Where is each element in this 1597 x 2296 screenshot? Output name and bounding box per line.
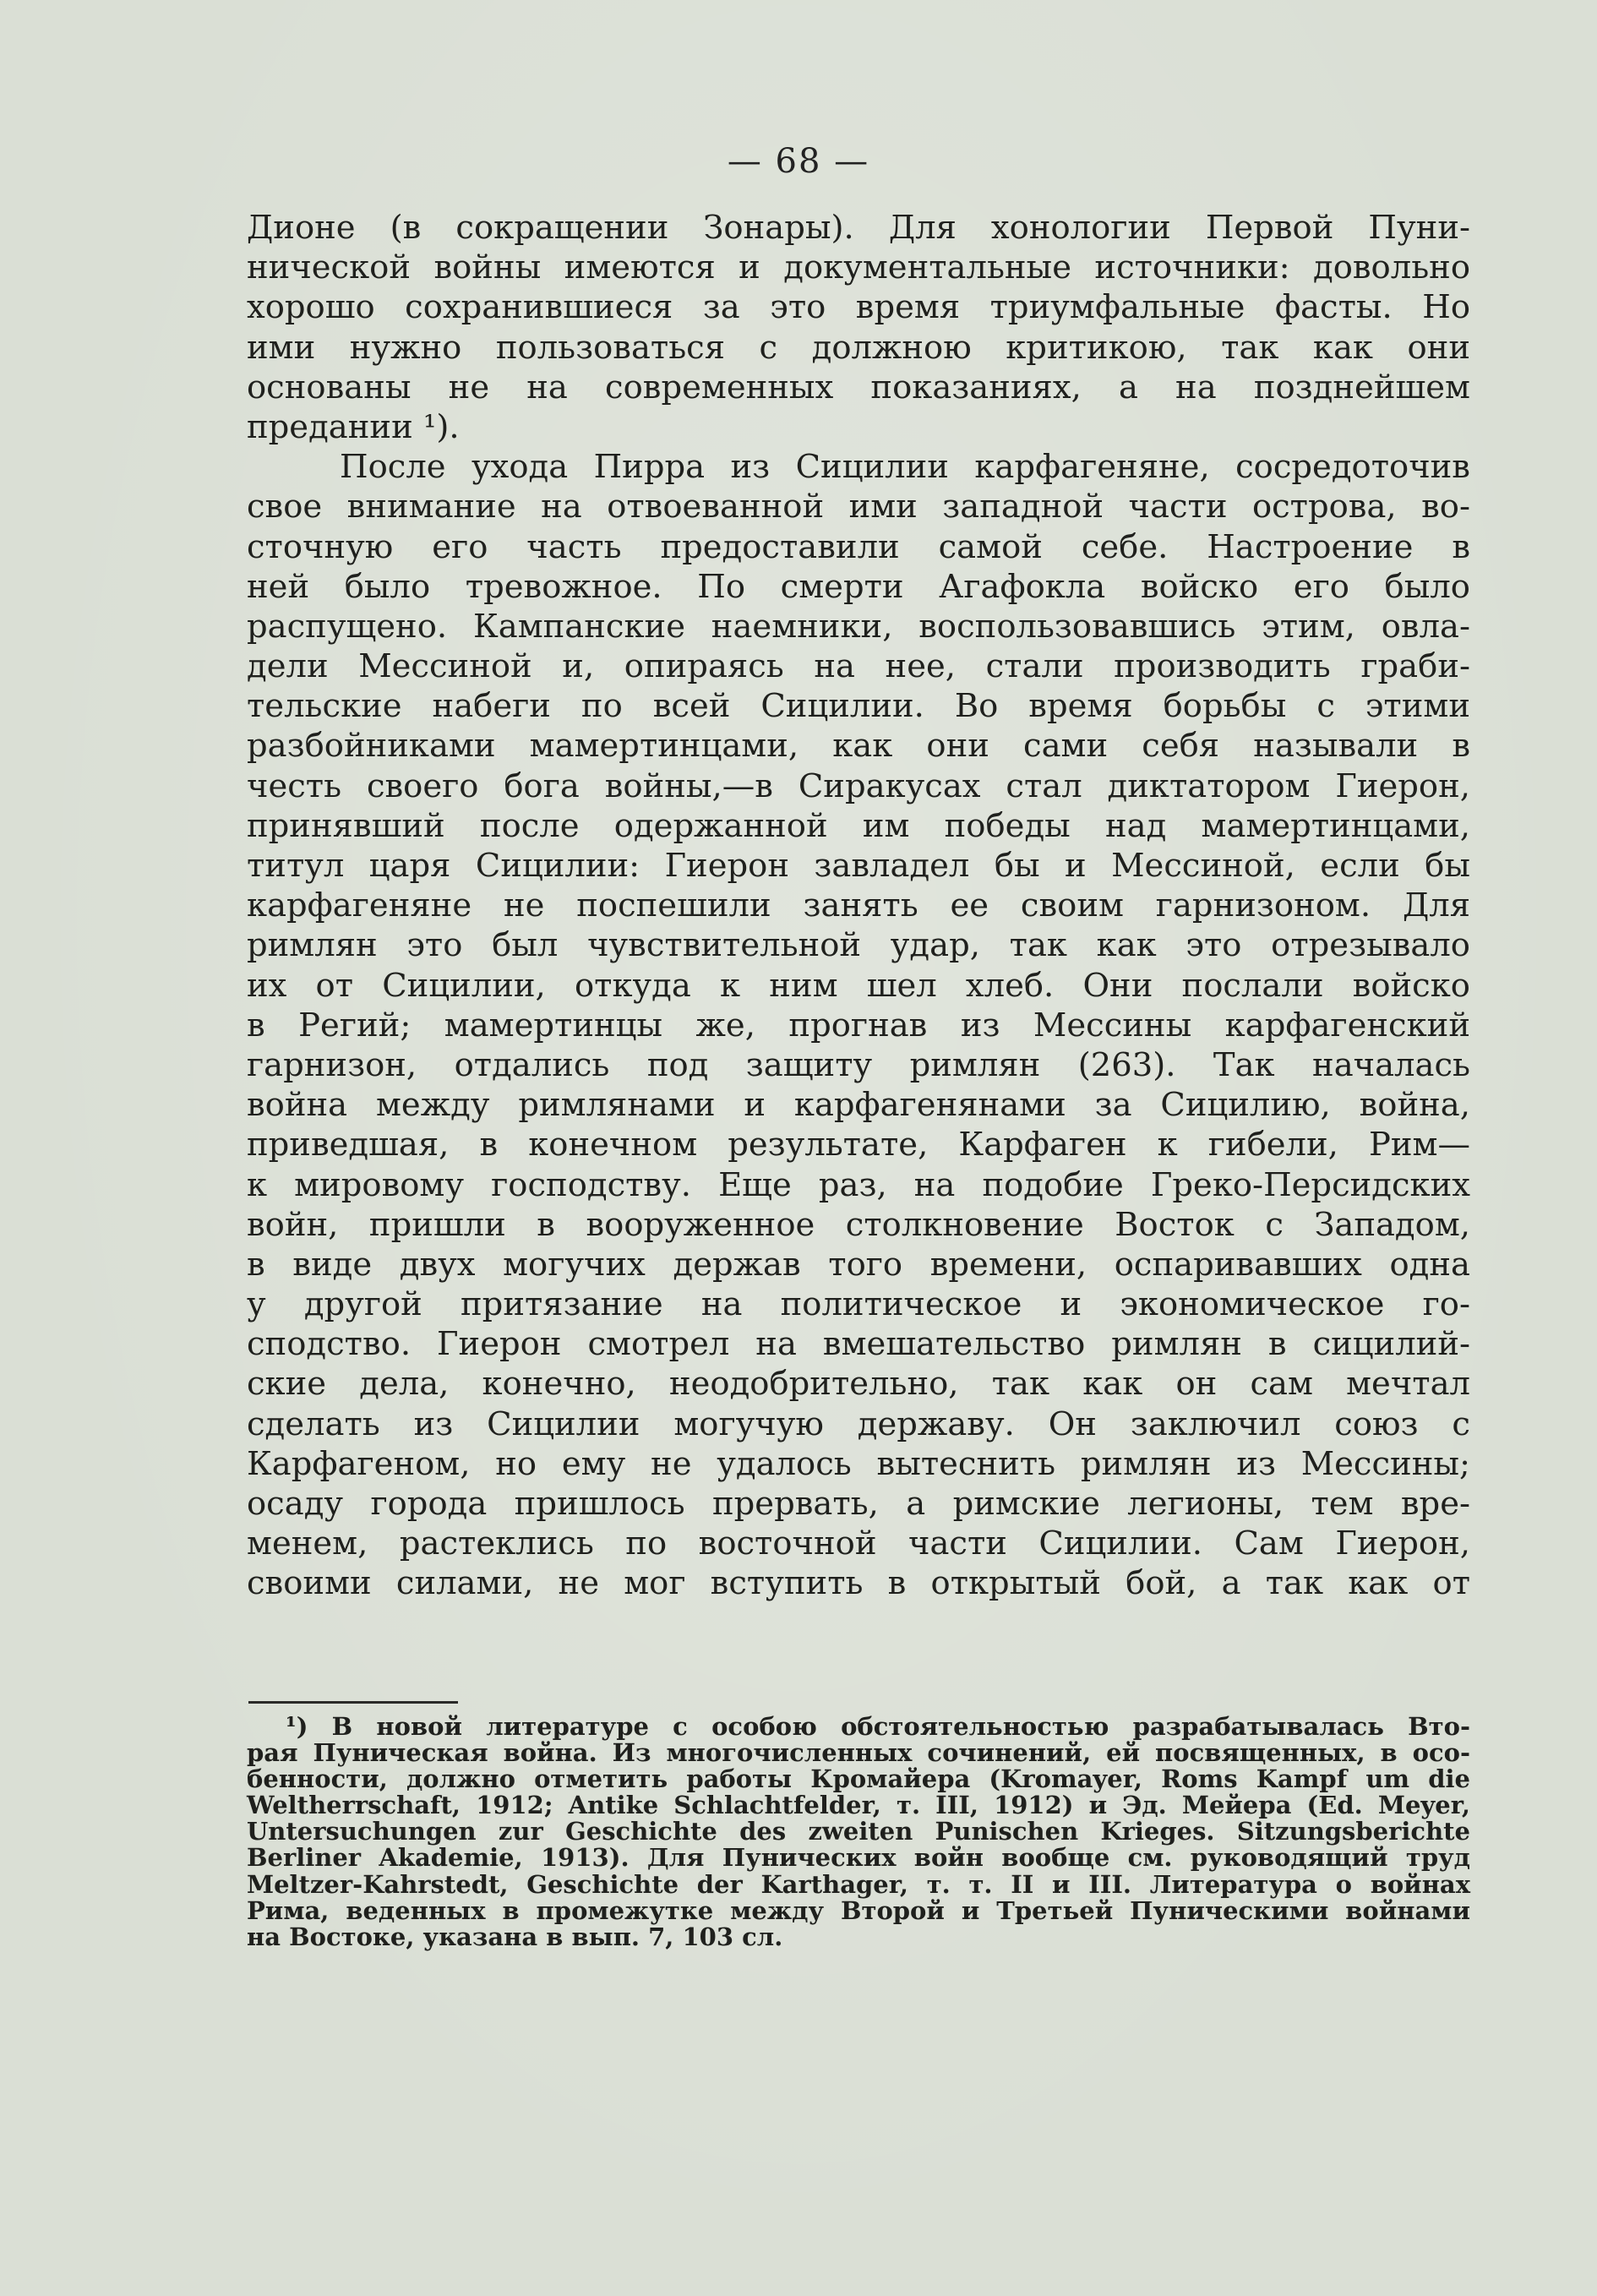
text-line: своими силами, не мог вступить в открытый бой, а так как от xyxy=(247,1564,1470,1603)
text-line: предании ¹). xyxy=(247,407,460,446)
text-line: их от Сицилии, откуда к ним шел хлеб. Они послали войско xyxy=(247,966,1470,1005)
text-line: тельские набеги по всей Сицилии. Во время борьбы с этими xyxy=(247,687,1470,726)
text-line: приведшая, в конечном результате, Карфаген к гибели, Рим— xyxy=(247,1126,1470,1164)
text-line: к мировому господству. Еще раз, на подобие Греко-Персидских xyxy=(247,1165,1470,1204)
text-line: нической войны имеются и документальные источники: довольно xyxy=(247,248,1470,287)
footnote-line: Рима, веденных в промежутке между Второй и Третьей Пуническими войнами xyxy=(247,1895,1470,1925)
footnote xyxy=(247,1714,1470,1950)
text-line: сточную его часть предоставили самой себе. Настроение в xyxy=(247,527,1470,566)
footnote-line: Weltherrschaft, 1912; Antike Schlachtfelder, т. III, 1912) и Эд. Мейера (Ed. Meyer, xyxy=(247,1791,1470,1820)
footnote-separator xyxy=(248,1701,458,1704)
text-line: основаны не на современных показаниях, а на позднейшем xyxy=(247,368,1470,406)
text-line: свое внимание на отвоеванной ими западной части острова, во- xyxy=(247,488,1470,526)
text-line: война между римлянами и карфагенянами за Сицилию, война, xyxy=(247,1086,1470,1125)
footnote-line: бенности, должно отметить работы Кромайера (Kromayer, Roms Kampf um die xyxy=(247,1764,1470,1794)
footnote-line: Berliner Akademie, 1913). Для Пунических войн вообще см. руководящий труд xyxy=(247,1843,1470,1873)
text-line: принявший после одержанной им победы над мамертинцами, xyxy=(247,806,1470,845)
footnote-line: Untersuchungen zur Geschichte des zweiten Punischen Krieges. Sitzungsberichte xyxy=(247,1817,1470,1846)
text-line: Карфагеном, но ему не удалось вытеснить римлян из Мессины; xyxy=(247,1444,1470,1483)
text-line: титул царя Сицилии: Гиерон завладел бы и Мессиной, если бы xyxy=(247,847,1470,885)
text-line: менем, растеклись по восточной части Сицилии. Сам Гиерон, xyxy=(247,1524,1470,1563)
text-line: Дионе (в сокращении Зонары). Для хонологии Первой Пуни- xyxy=(247,209,1470,247)
text-line: ней было тревожное. По смерти Агафокла войско его было xyxy=(247,567,1470,606)
text-line: разбойниками мамертинцами, как они сами себя называли в xyxy=(247,727,1470,766)
text-line: сделать из Сицилии могучую державу. Он заключил союз с xyxy=(247,1404,1470,1443)
text-line: в Регий; мамертинцы же, прогнав из Мессины карфагенский xyxy=(247,1006,1470,1044)
text-line: гарнизон, отдались под защиту римлян (263). Так началась xyxy=(247,1045,1470,1084)
text-line: войн, пришли в вооруженное столкновение Восток с Западом, xyxy=(247,1205,1470,1244)
text-line: карфагеняне не поспешили занять ее своим гарнизоном. Для xyxy=(247,886,1470,925)
text-line: ими нужно пользоваться с должною критикою, так как они xyxy=(247,328,1470,367)
text-line: римлян это был чувствительной удар, так как это отрезывало xyxy=(247,926,1470,965)
text-line: у другой притязание на политическое и экономическое го- xyxy=(247,1285,1470,1324)
text-line: распущено. Кампанские наемники, воспользовавшись этим, овла- xyxy=(247,607,1470,646)
text-line: ские дела, конечно, неодобрительно, так как он сам мечтал xyxy=(247,1365,1470,1404)
main-text xyxy=(247,208,1470,1604)
footnote-line: Meltzer-Kahrstedt, Geschichte der Karthager, т. т. II и III. Литература о войнах xyxy=(247,1869,1470,1899)
page-number: — 68 — xyxy=(727,142,870,181)
text-line: осаду города пришлось прервать, а римские легионы, тем вре- xyxy=(247,1485,1470,1523)
text-line: сподство. Гиерон смотрел на вмешательство римлян в сицилий- xyxy=(247,1325,1470,1364)
text-line: в виде двух могучих держав того времени, оспаривавших одна xyxy=(247,1245,1470,1284)
text-line: После ухода Пирра из Сицилии карфагеняне, сосредоточив xyxy=(340,448,1470,487)
footnote-line: на Востоке, указана в вып. 7, 103 сл. xyxy=(247,1922,783,1951)
footnote-line: ¹) В новой литературе с особою обстоятельностью разрабатывалась Вто- xyxy=(286,1712,1470,1741)
text-line: дели Мессиной и, опираясь на нее, стали производить граби- xyxy=(247,647,1470,686)
footnote-line: рая Пуническая война. Из многочисленных сочинений, ей посвященных, в осо- xyxy=(247,1738,1470,1768)
text-line: хорошо сохранившиеся за это время триумфальные фасты. Но xyxy=(247,288,1470,327)
text-line: честь своего бога войны,—в Сиракусах стал диктатором Гиерон, xyxy=(247,766,1470,805)
